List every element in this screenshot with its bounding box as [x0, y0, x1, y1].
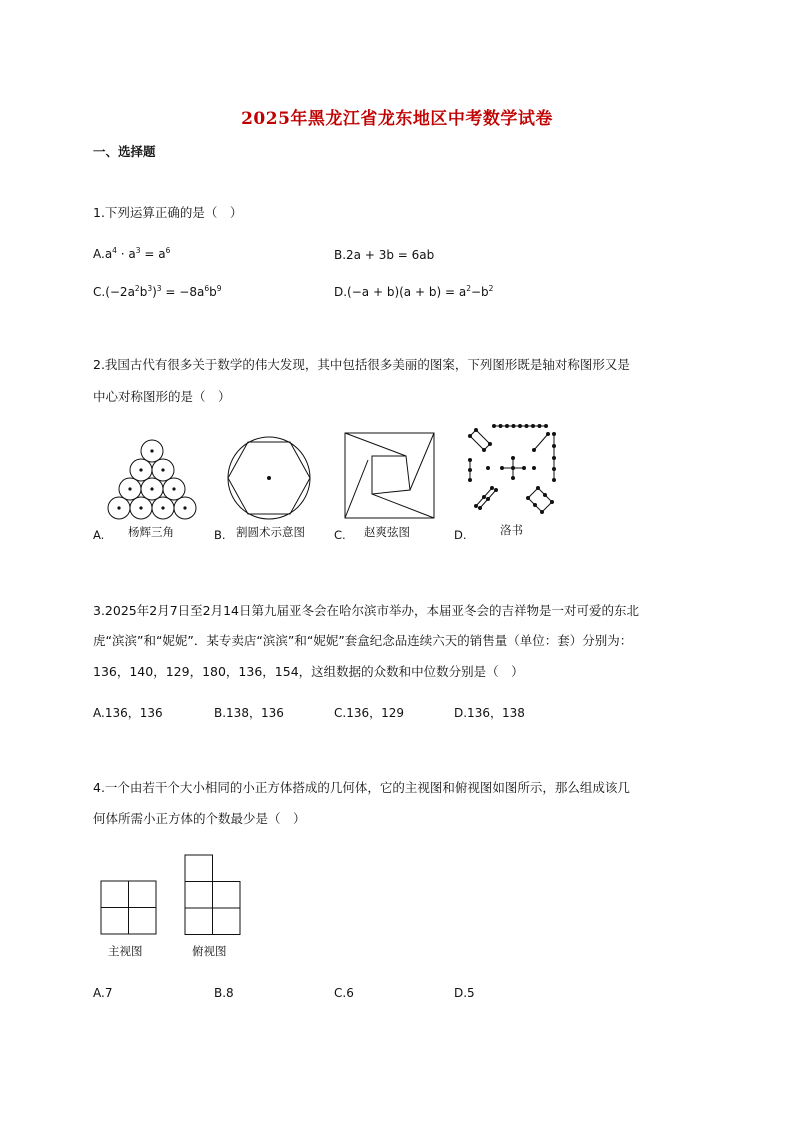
- q3-line3: 136，140，129，180，136，154，这组数据的众数和中位数分别是（ ）: [93, 664, 524, 679]
- q3-option-a[interactable]: A.136，136: [93, 706, 163, 720]
- top-view-figure: [184, 854, 242, 936]
- q4-option-b[interactable]: B.8: [214, 986, 234, 1000]
- q2-option-a[interactable]: A.: [93, 528, 105, 542]
- q4-option-d[interactable]: D.5: [454, 986, 475, 1000]
- q3-line1: 3.2025年2月7日至2月14日第九届亚冬会在哈尔滨市举办，本届亚冬会的吉祥物是一对可爱的东北: [93, 603, 640, 618]
- luoshu-figure: [464, 420, 560, 516]
- page-title: 2025年黑龙江省龙东地区中考数学试卷: [241, 109, 553, 129]
- front-view-figure: [100, 880, 158, 936]
- q2-option-c[interactable]: C.: [334, 528, 346, 542]
- q1-option-c[interactable]: $C.(-2a^2b^3)^3 = -8a^6b^9$: [93, 284, 222, 299]
- cutting-circle-figure: [226, 435, 312, 521]
- section-heading: 一、选择题: [93, 144, 156, 159]
- q2-option-b[interactable]: B.: [214, 528, 226, 542]
- q2-stem-line2: 中心对称图形的是（ ）: [93, 389, 231, 404]
- q4-line1: 4.一个由若干个大小相同的小正方体搭成的几何体，它的主视图和俯视图如图所示，那么组成该几: [93, 780, 630, 795]
- q3-line2: 虎“滨滨”和“妮妮”．某专卖店“滨滨”和“妮妮”套盒纪念品连续六天的销售量（单位：套）分别为：: [93, 633, 633, 648]
- q2-label-c: 赵爽弦图: [364, 525, 410, 539]
- q2-option-d[interactable]: D.: [454, 528, 467, 542]
- q2-stem-line1: 2.我国古代有很多关于数学的伟大发现，其中包括很多美丽的图案，下列图形既是轴对称图形又是: [93, 357, 630, 372]
- q2-label-b: 割圆术示意图: [236, 525, 305, 539]
- q4-option-a[interactable]: A.7: [93, 986, 113, 1000]
- yanghui-triangle-figure: [100, 438, 200, 522]
- q3-option-d[interactable]: D.136，138: [454, 706, 525, 720]
- q3-option-b[interactable]: B.138，136: [214, 706, 284, 720]
- top-view-label: 俯视图: [192, 944, 227, 958]
- front-view-label: 主视图: [108, 944, 143, 958]
- q1-option-a[interactable]: $A.a^4 \cdot a^3 = a^6$: [93, 246, 171, 261]
- q4-line2: 何体所需小正方体的个数最少是（ ）: [93, 811, 306, 826]
- q4-option-c[interactable]: C.6: [334, 986, 354, 1000]
- q1-stem: 1.下列运算正确的是（ ）: [93, 205, 243, 220]
- q1-option-b[interactable]: B.2a + 3b = 6ab: [334, 248, 435, 262]
- q3-option-c[interactable]: C.136，129: [334, 706, 405, 720]
- q2-label-d: 洛书: [500, 523, 523, 537]
- zhaoshuang-figure: [344, 432, 436, 520]
- q2-label-a: 杨辉三角: [128, 525, 174, 539]
- q1-option-d[interactable]: $D.(-a + b)(a + b) = a^2-b^2$: [334, 284, 494, 299]
